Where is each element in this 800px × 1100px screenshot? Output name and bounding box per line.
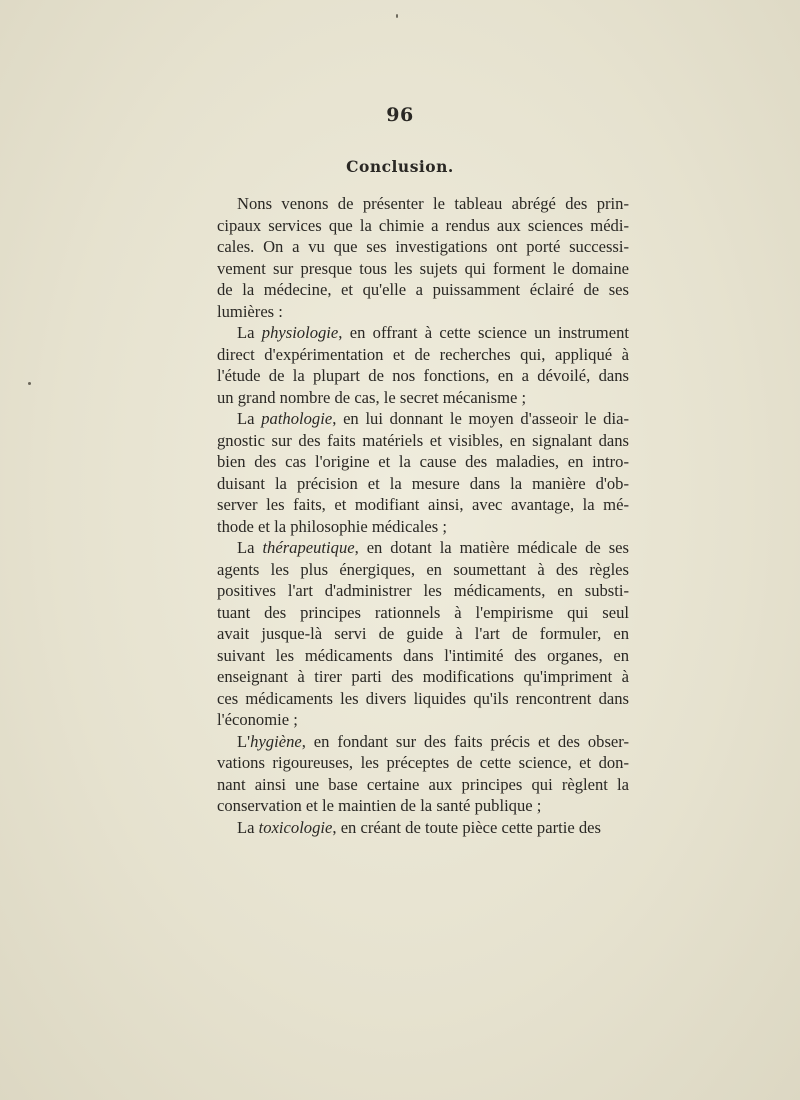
text-line: vement sur presque tous les sujets qui forment le domaine xyxy=(217,258,629,278)
text-line: l'étude de la plupart de nos fonctions, en a dévoilé, dans xyxy=(217,366,629,385)
text-line: server les faits, et modifiant ainsi, avec avantage, la mé- xyxy=(217,495,629,514)
text-line: lumières : xyxy=(217,301,283,321)
ink-speck xyxy=(28,382,31,385)
text-line: La thérapeutique, en dotant la matière médicale de ses xyxy=(237,538,629,557)
italic-term: hygiène xyxy=(250,731,302,751)
text-line: suivant les médicaments dans l'intimité des organes, en xyxy=(217,645,629,665)
text-line: gnostic sur des faits matériels et visibles, en signalant dans xyxy=(217,430,629,450)
italic-term: thérapeutique xyxy=(262,538,355,557)
body-text xyxy=(217,193,629,838)
text-line: vations rigoureuses, les préceptes de cette science, et don- xyxy=(217,753,629,772)
text-line: nant ainsi une base certaine aux principes qui règlent la xyxy=(217,774,629,794)
text-line: enseignant à tirer parti des modifications qu'impriment à xyxy=(217,667,629,686)
paragraph xyxy=(217,537,629,731)
text-line: tuant des principes rationnels à l'empirisme qui seul xyxy=(217,602,629,622)
section-heading: Conclusion. xyxy=(346,157,454,176)
text-line: de la médecine, et qu'elle a puissamment éclairé de ses xyxy=(217,280,629,299)
text-line: La toxicologie, en créant de toute pièce cette partie des xyxy=(237,817,601,837)
text-line: thode et la philosophie médicales ; xyxy=(217,516,447,536)
text-line: avait jusque-là servi de guide à l'art de formuler, en xyxy=(217,624,629,643)
italic-term: physiologie xyxy=(261,323,339,342)
text-line: La pathologie, en lui donnant le moyen d'asseoir le dia- xyxy=(237,409,629,428)
text-line: La physiologie, en offrant à cette science un instrument xyxy=(237,323,629,342)
paragraph xyxy=(217,731,629,817)
paragraph xyxy=(217,408,629,537)
text-line: bien des cas l'origine et la cause des maladies, en intro- xyxy=(217,452,629,471)
text-line: agents les plus énergiques, en soumettant à des règles xyxy=(217,559,629,579)
italic-term: pathologie xyxy=(261,409,333,428)
text-line: cales. On a vu que ses investigations ont porté successi- xyxy=(217,237,629,256)
text-line: ces médicaments les divers liquides qu'ils rencontrent dans xyxy=(217,688,629,708)
text-line: L'hygiène, en fondant sur des faits précis et des obser- xyxy=(237,731,629,751)
text-line: conservation et le maintien de la santé publique ; xyxy=(217,796,542,815)
paragraph xyxy=(217,322,629,408)
text-line: duisant la précision et la mesure dans la manière d'ob- xyxy=(217,473,629,493)
text-line: cipaux services que la chimie a rendus aux sciences médi- xyxy=(217,215,629,235)
text-line: direct d'expérimentation et de recherches qui, appliqué à xyxy=(217,344,629,364)
text-line: l'économie ; xyxy=(217,710,298,729)
italic-term: toxicologie xyxy=(258,817,333,837)
paragraph xyxy=(217,817,629,839)
paragraph xyxy=(217,193,629,322)
text-line: un grand nombre de cas, le secret mécanisme ; xyxy=(217,387,527,407)
page-number: 96 xyxy=(386,104,414,126)
ink-speck xyxy=(396,14,398,18)
text-line: Nons venons de présenter le tableau abrégé des prin- xyxy=(237,194,629,213)
text-line: positives l'art d'administrer les médicaments, en substi- xyxy=(217,581,629,600)
